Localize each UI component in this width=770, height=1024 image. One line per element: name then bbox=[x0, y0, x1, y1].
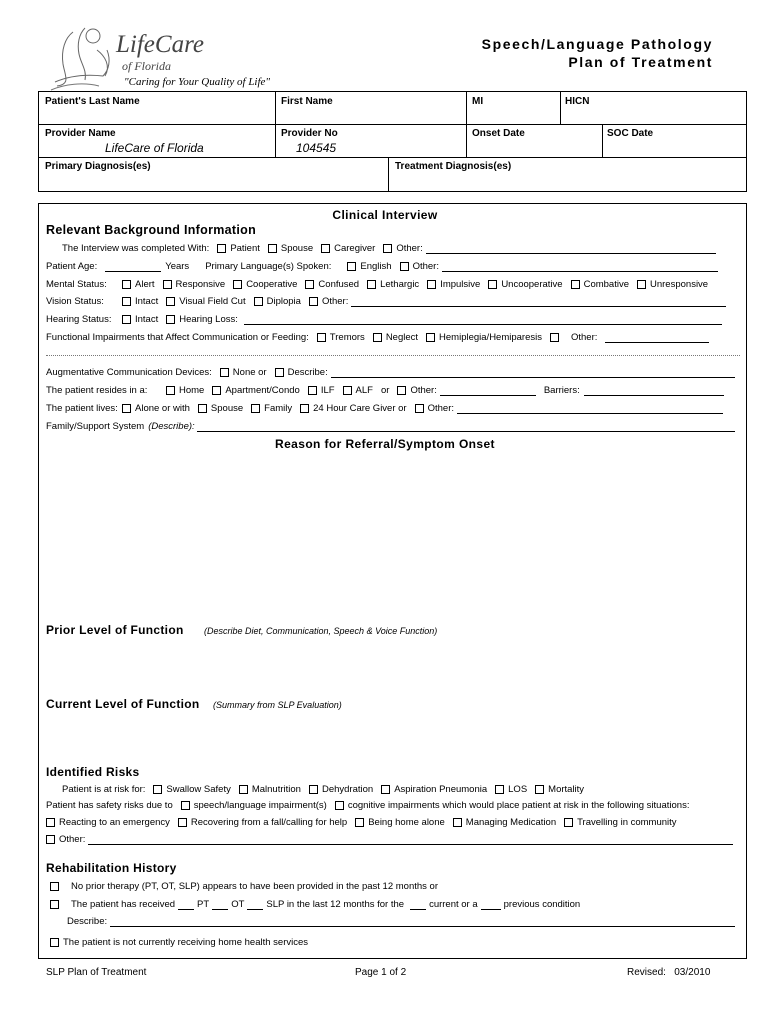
no-prior-row bbox=[50, 881, 438, 892]
lives-other-field[interactable] bbox=[457, 403, 723, 414]
current-or-a-label: current or a bbox=[429, 899, 478, 910]
option-label: Uncooperative bbox=[501, 279, 563, 290]
home-checkbox[interactable] bbox=[166, 386, 175, 395]
option-label: Lethargic bbox=[380, 279, 420, 290]
lives-label: The patient lives: bbox=[46, 403, 118, 414]
option-label: Aspiration Pneumonia bbox=[394, 784, 488, 795]
option-label: Family bbox=[264, 403, 293, 414]
ot-label: OT bbox=[231, 899, 245, 910]
option-label: Other: bbox=[396, 243, 423, 254]
option-label: LOS bbox=[508, 784, 528, 795]
received-row bbox=[50, 899, 580, 910]
option-label: Caregiver bbox=[334, 243, 376, 254]
option-label: Alert bbox=[135, 279, 155, 290]
option-label: Managing Medication bbox=[465, 817, 557, 828]
responsive-checkbox[interactable] bbox=[163, 280, 172, 289]
risks-other-checkbox[interactable] bbox=[46, 835, 55, 844]
patient-checkbox[interactable] bbox=[217, 244, 226, 253]
option-label: Other: bbox=[427, 403, 454, 414]
spouse-lives-checkbox[interactable] bbox=[198, 404, 207, 413]
age-field[interactable] bbox=[105, 261, 161, 272]
referral-text-area[interactable] bbox=[46, 456, 736, 616]
option-label: Cooperative bbox=[246, 279, 298, 290]
option-label: Other: bbox=[410, 385, 437, 396]
pt-label: PT bbox=[197, 899, 210, 910]
recovering-fall-checkbox[interactable] bbox=[178, 818, 187, 827]
english-checkbox[interactable] bbox=[347, 262, 356, 271]
vision-other-field[interactable] bbox=[351, 296, 726, 307]
language-other-checkbox[interactable] bbox=[400, 262, 409, 271]
impulsive-checkbox[interactable] bbox=[427, 280, 436, 289]
interview-label: The Interview was completed With: bbox=[62, 243, 210, 254]
aspiration-pneumonia-checkbox[interactable] bbox=[381, 785, 390, 794]
option-label: Unresponsive bbox=[650, 279, 709, 290]
neglect-checkbox[interactable] bbox=[373, 333, 382, 342]
patient-last-name-label: Patient's Last Name bbox=[45, 96, 140, 107]
travelling-checkbox[interactable] bbox=[564, 818, 573, 827]
soc-date-label: SOC Date bbox=[607, 128, 654, 139]
option-label: cognitive impairments which would place patient at risk in the following situations: bbox=[347, 800, 690, 811]
uncooperative-checkbox[interactable] bbox=[488, 280, 497, 289]
hearing-loss-checkbox[interactable] bbox=[166, 315, 175, 324]
lethargic-checkbox[interactable] bbox=[367, 280, 376, 289]
identified-risks-title: Identified Risks bbox=[46, 765, 140, 779]
at-risk-label: Patient is at risk for: bbox=[62, 784, 146, 795]
diplopia-checkbox[interactable] bbox=[254, 297, 263, 306]
hicn-label: HICN bbox=[565, 96, 590, 107]
onset-date-label: Onset Date bbox=[472, 128, 525, 139]
referral-title: Reason for Referral/Symptom Onset bbox=[275, 437, 495, 451]
vision-label: Vision Status: bbox=[46, 296, 104, 307]
combative-checkbox[interactable] bbox=[571, 280, 580, 289]
malnutrition-checkbox[interactable] bbox=[239, 785, 248, 794]
ot-field[interactable] bbox=[212, 899, 228, 910]
family-checkbox[interactable] bbox=[251, 404, 260, 413]
resides-row bbox=[46, 385, 724, 396]
option-label: Patient bbox=[230, 243, 260, 254]
confused-checkbox[interactable] bbox=[305, 280, 314, 289]
aug-row bbox=[46, 367, 735, 378]
option-label: Malnutrition bbox=[251, 784, 301, 795]
provider-name-value[interactable]: LifeCare of Florida bbox=[105, 141, 204, 155]
family-support-row bbox=[46, 421, 735, 432]
situations-row bbox=[46, 817, 677, 828]
option-label: Other: bbox=[59, 834, 86, 845]
mortality-checkbox[interactable] bbox=[535, 785, 544, 794]
footer-form-name: SLP Plan of Treatment bbox=[46, 967, 147, 978]
swallow-safety-checkbox[interactable] bbox=[153, 785, 162, 794]
mi-label: MI bbox=[472, 96, 484, 107]
language-other-field[interactable] bbox=[442, 261, 718, 272]
logo-subtitle: of Florida bbox=[122, 59, 172, 73]
option-label: Other: bbox=[321, 296, 349, 307]
option-label: Combative bbox=[583, 279, 629, 290]
option-label: Alone or with bbox=[135, 403, 190, 414]
option-label: ALF bbox=[355, 385, 373, 396]
apartment-checkbox[interactable] bbox=[212, 386, 221, 395]
functional-other-checkbox[interactable] bbox=[550, 333, 559, 342]
option-label: Hearing Loss: bbox=[179, 314, 238, 325]
option-label: Diplopia bbox=[266, 296, 301, 307]
los-checkbox[interactable] bbox=[495, 785, 504, 794]
dotted-separator bbox=[46, 355, 740, 356]
option-label: Spouse bbox=[280, 243, 314, 254]
aug-describe-checkbox[interactable] bbox=[275, 368, 284, 377]
option-label: Reacting to an emergency bbox=[59, 817, 170, 828]
current-level-note: (Summary from SLP Evaluation) bbox=[213, 700, 342, 710]
slp-field[interactable] bbox=[247, 899, 263, 910]
ilf-checkbox[interactable] bbox=[308, 386, 317, 395]
or-label: or bbox=[380, 385, 390, 396]
tremors-checkbox[interactable] bbox=[317, 333, 326, 342]
caregiver-checkbox[interactable] bbox=[321, 244, 330, 253]
functional-label: Functional Impairments that Affect Communication or Feeding: bbox=[46, 332, 309, 343]
hearing-row bbox=[46, 314, 722, 325]
option-label: None or bbox=[232, 367, 267, 378]
option-label: Other: bbox=[571, 332, 598, 343]
option-label: Tremors bbox=[329, 332, 365, 343]
slp-label: SLP in the last 12 months for the bbox=[266, 899, 405, 910]
not-receiving-checkbox[interactable] bbox=[50, 938, 59, 947]
family-describe-label: (Describe): bbox=[148, 421, 195, 432]
option-label: English bbox=[360, 261, 392, 272]
option-label: Other: bbox=[412, 261, 439, 272]
rehab-describe-field[interactable] bbox=[110, 916, 735, 927]
option-label: Being home alone bbox=[368, 817, 445, 828]
provider-name-label: Provider Name bbox=[45, 128, 116, 139]
resides-label: The patient resides in a: bbox=[46, 385, 148, 396]
years-label: Years bbox=[165, 261, 190, 272]
reacting-emergency-checkbox[interactable] bbox=[46, 818, 55, 827]
home-alone-checkbox[interactable] bbox=[355, 818, 364, 827]
age-label: Patient Age: bbox=[46, 261, 98, 272]
spouse-checkbox[interactable] bbox=[268, 244, 277, 253]
option-label: Travelling in community bbox=[577, 817, 677, 828]
option-label: Responsive bbox=[175, 279, 226, 290]
relevant-background-heading: Relevant Background Information bbox=[46, 223, 257, 237]
barriers-label: Barriers: bbox=[543, 385, 580, 396]
option-label: Mortality bbox=[548, 784, 585, 795]
first-name-label: First Name bbox=[281, 96, 333, 107]
vision-intact-checkbox[interactable] bbox=[122, 297, 131, 306]
not-receiving-row bbox=[50, 937, 308, 948]
safety-risks-row bbox=[46, 800, 689, 811]
aug-none-checkbox[interactable] bbox=[220, 368, 229, 377]
treatment-diagnosis-label: Treatment Diagnosis(es) bbox=[395, 161, 512, 172]
option-label: Intact bbox=[135, 314, 159, 325]
at-risk-row bbox=[62, 784, 584, 795]
caregiver-24h-checkbox[interactable] bbox=[300, 404, 309, 413]
current-field[interactable] bbox=[410, 899, 426, 910]
option-label: speech/language impairment(s) bbox=[193, 800, 327, 811]
option-label: Describe: bbox=[287, 367, 328, 378]
option-label: Recovering from a fall/calling for help bbox=[190, 817, 348, 828]
option-label: Visual Field Cut bbox=[179, 296, 246, 307]
form-title-line2: Plan of Treatment bbox=[568, 54, 713, 70]
resides-other-checkbox[interactable] bbox=[397, 386, 406, 395]
risks-other-row bbox=[46, 834, 733, 845]
prior-level-text-area[interactable] bbox=[46, 642, 736, 690]
option-label: Intact bbox=[135, 296, 159, 307]
primary-diagnosis-label: Primary Diagnosis(es) bbox=[45, 161, 151, 172]
safety-label: Patient has safety risks due to bbox=[46, 800, 173, 811]
option-label: 24 Hour Care Giver or bbox=[313, 403, 407, 414]
family-support-label: Family/Support System bbox=[46, 421, 145, 432]
language-label: Primary Language(s) Spoken: bbox=[205, 261, 332, 272]
form-title-line1: Speech/Language Pathology bbox=[481, 36, 713, 52]
family-support-field[interactable] bbox=[197, 421, 735, 432]
previous-label: previous condition bbox=[503, 899, 581, 910]
visual-field-cut-checkbox[interactable] bbox=[166, 297, 175, 306]
current-level-title: Current Level of Function bbox=[46, 697, 200, 711]
previous-field[interactable] bbox=[481, 899, 501, 910]
option-label: Neglect bbox=[385, 332, 419, 343]
risks-other-field[interactable] bbox=[88, 834, 733, 845]
resides-other-field[interactable] bbox=[440, 385, 536, 396]
no-prior-checkbox[interactable] bbox=[50, 882, 59, 891]
option-label: Home bbox=[179, 385, 205, 396]
alert-checkbox[interactable] bbox=[122, 280, 131, 289]
dehydration-checkbox[interactable] bbox=[309, 785, 318, 794]
option-label: Dehydration bbox=[321, 784, 374, 795]
alone-checkbox[interactable] bbox=[122, 404, 131, 413]
prior-level-note: (Describe Diet, Communication, Speech & Voice Function) bbox=[204, 626, 438, 636]
rehab-describe-row bbox=[67, 916, 735, 927]
hearing-loss-field[interactable] bbox=[244, 314, 722, 325]
no-prior-label: No prior therapy (PT, OT, SLP) appears to have been provided in the past 12 months or bbox=[71, 881, 439, 892]
option-label: Apartment/Condo bbox=[225, 385, 300, 396]
age-row bbox=[46, 261, 718, 272]
lives-row bbox=[46, 403, 723, 414]
vision-other-checkbox[interactable] bbox=[309, 297, 318, 306]
prior-level-title: Prior Level of Function bbox=[46, 623, 184, 637]
alf-checkbox[interactable] bbox=[343, 386, 352, 395]
hearing-label: Hearing Status: bbox=[46, 314, 112, 325]
functional-other-field[interactable] bbox=[605, 332, 709, 343]
patient-info-table bbox=[38, 91, 747, 192]
pt-field[interactable] bbox=[178, 899, 194, 910]
functional-row bbox=[46, 332, 709, 343]
rehab-history-title: Rehabilitation History bbox=[46, 861, 177, 875]
other-checkbox[interactable] bbox=[383, 244, 392, 253]
mental-status-label: Mental Status: bbox=[46, 279, 107, 290]
provider-no-value[interactable]: 104545 bbox=[296, 141, 337, 155]
option-label: ILF bbox=[320, 385, 335, 396]
option-label: Hemiplegia/Hemiparesis bbox=[439, 332, 542, 343]
option-label: Spouse bbox=[210, 403, 244, 414]
barriers-field[interactable] bbox=[584, 385, 724, 396]
footer-revised: Revised: 03/2010 bbox=[627, 967, 711, 978]
speech-impairment-checkbox[interactable] bbox=[181, 801, 190, 810]
footer-page-number: Page 1 of 2 bbox=[355, 967, 407, 978]
received-checkbox[interactable] bbox=[50, 900, 59, 909]
option-label: Confused bbox=[318, 279, 360, 290]
hearing-intact-checkbox[interactable] bbox=[122, 315, 131, 324]
hemiplegia-checkbox[interactable] bbox=[426, 333, 435, 342]
vision-row bbox=[46, 296, 726, 307]
not-receiving-label: The patient is not currently receiving home health services bbox=[63, 937, 309, 948]
current-level-text-area[interactable] bbox=[46, 716, 736, 762]
unresponsive-checkbox[interactable] bbox=[637, 280, 646, 289]
cognitive-impairment-checkbox[interactable] bbox=[335, 801, 344, 810]
logo-name: LifeCare bbox=[116, 31, 204, 58]
describe-label: Describe: bbox=[67, 916, 108, 927]
interview-other-field[interactable] bbox=[426, 243, 716, 254]
lives-other-checkbox[interactable] bbox=[415, 404, 424, 413]
provider-no-label: Provider No bbox=[281, 128, 338, 139]
aug-label: Augmentative Communication Devices: bbox=[46, 367, 212, 378]
logo-tagline: "Caring for Your Quality of Life" bbox=[124, 76, 271, 88]
managing-medication-checkbox[interactable] bbox=[453, 818, 462, 827]
option-label: Impulsive bbox=[440, 279, 481, 290]
interview-row bbox=[62, 243, 716, 254]
clinical-interview-title: Clinical Interview bbox=[332, 208, 438, 222]
aug-describe-field[interactable] bbox=[331, 367, 735, 378]
option-label: Swallow Safety bbox=[166, 784, 231, 795]
cooperative-checkbox[interactable] bbox=[233, 280, 242, 289]
received-label: The patient has received bbox=[71, 899, 176, 910]
mental-status-row bbox=[46, 279, 708, 290]
